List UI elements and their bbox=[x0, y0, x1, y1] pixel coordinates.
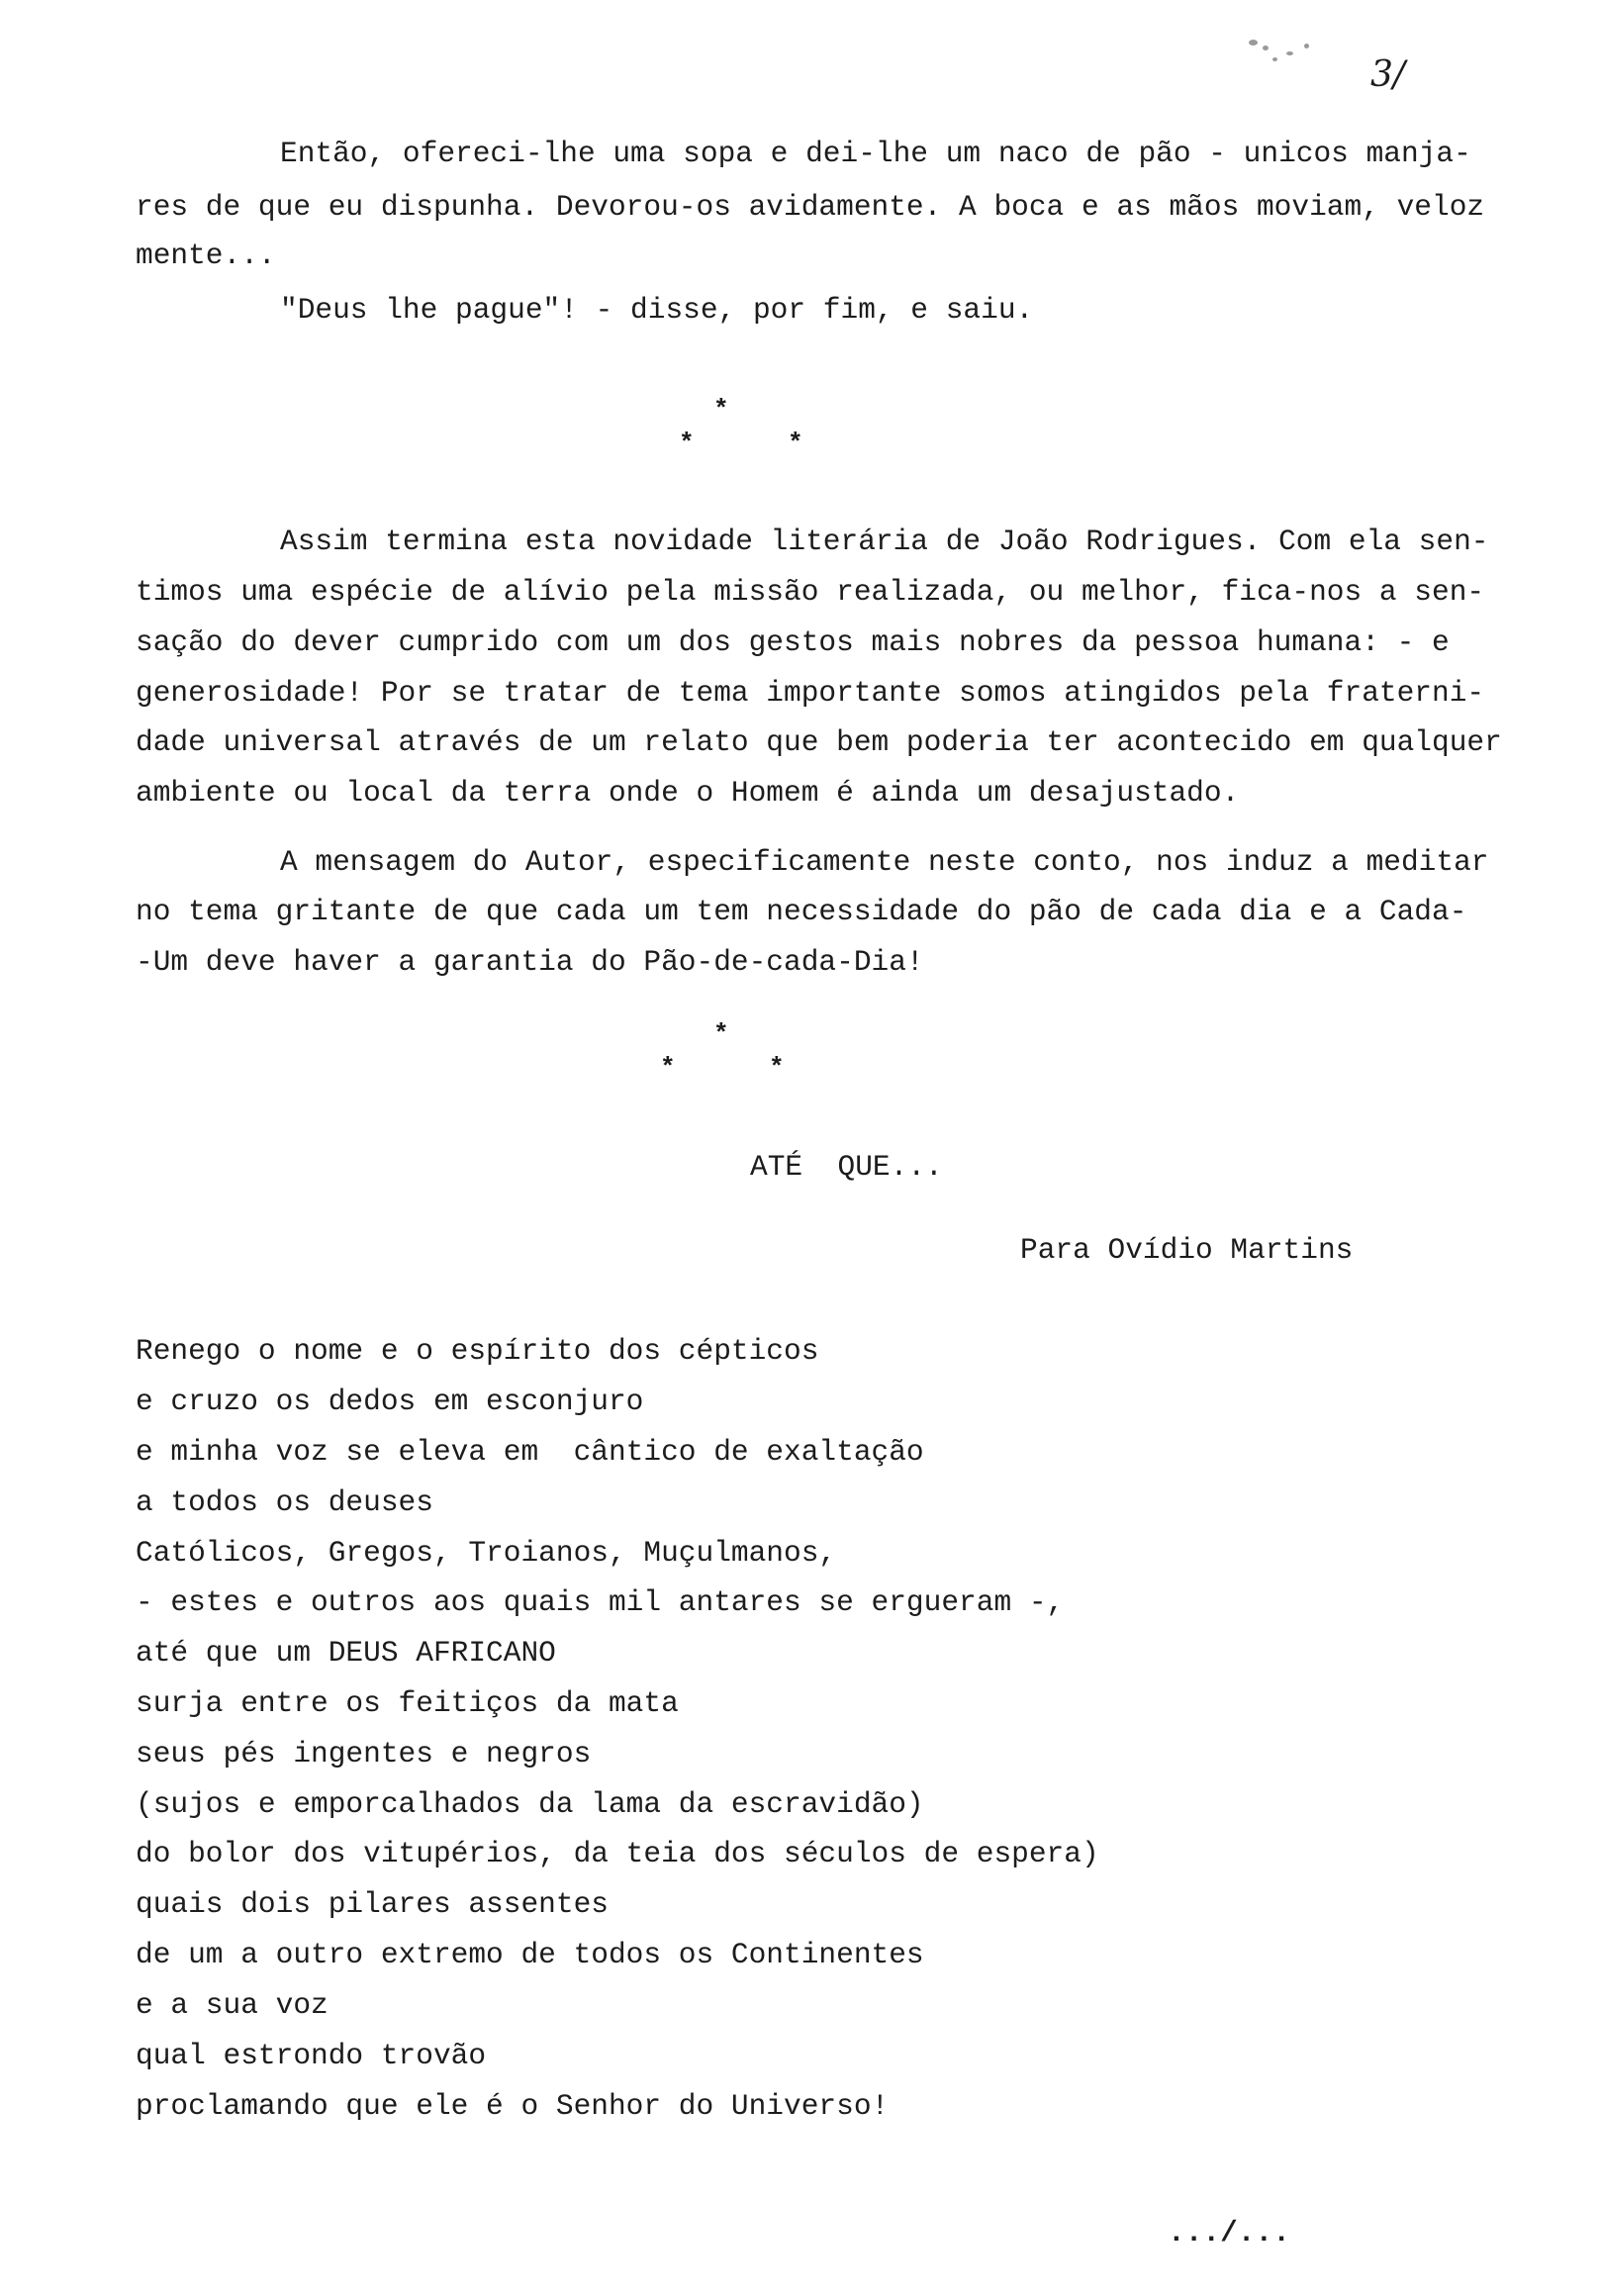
poem-line: Renego o nome e o espírito dos cépticos bbox=[136, 1334, 819, 1368]
text-line: sação do dever cumprido com um dos gestos mais nobres da pessoa humana: - e bbox=[136, 625, 1450, 659]
poem-dedication: Para Ovídio Martins bbox=[1020, 1233, 1354, 1267]
continuation-mark: .../... bbox=[1168, 2216, 1290, 2249]
text-line: no tema gritante de que cada um tem necessidade do pão de cada dia e a Cada- bbox=[136, 895, 1467, 928]
poem-line: e minha voz se eleva em cântico de exaltação bbox=[136, 1435, 924, 1469]
text-line: generosidade! Por se tratar de tema importante somos atingidos pela fraterni- bbox=[136, 676, 1485, 710]
poem-title: ATÉ QUE... bbox=[750, 1150, 943, 1184]
text-line: Assim termina esta novidade literária de João Rodrigues. Com ela sen- bbox=[280, 525, 1489, 558]
page-number: 3/ bbox=[1370, 54, 1406, 95]
text-line: ambiente ou local da terra onde o Homem é ainda um desajustado. bbox=[136, 776, 1240, 810]
poem-line: e a sua voz bbox=[136, 1988, 329, 2022]
separator-asterisk: * bbox=[713, 1019, 729, 1049]
text-line: res de que eu dispunha. Devorou-os avidamente. A boca e as mãos moviam, veloz bbox=[136, 190, 1485, 224]
poem-line: e cruzo os dedos em esconjuro bbox=[136, 1385, 644, 1418]
poem-line: de um a outro extremo de todos os Continentes bbox=[136, 1938, 924, 1971]
separator-asterisk: * bbox=[660, 1053, 676, 1083]
text-line: timos uma espécie de alívio pela missão realizada, ou melhor, fica-nos a sen- bbox=[136, 575, 1485, 609]
paper-speck-top-right bbox=[1263, 46, 1269, 50]
poem-line: surja entre os feitiços da mata bbox=[136, 1686, 679, 1720]
poem-line: - estes e outros aos quais mil antares se ergueram -, bbox=[136, 1585, 1065, 1619]
text-line: mente... bbox=[136, 239, 276, 272]
text-line: dade universal através de um relato que bem poderia ter acontecido em qualquer bbox=[136, 725, 1502, 759]
paper-speck-top-right bbox=[1286, 51, 1293, 55]
poem-line: a todos os deuses bbox=[136, 1485, 433, 1519]
text-line: A mensagem do Autor, especificamente neste conto, nos induz a meditar bbox=[280, 845, 1489, 879]
poem-line: quais dois pilares assentes bbox=[136, 1887, 609, 1921]
separator-asterisk: * bbox=[769, 1053, 785, 1083]
paper-speck-top-right bbox=[1304, 44, 1309, 48]
poem-line: qual estrondo trovão bbox=[136, 2039, 487, 2072]
text-line: -Um deve haver a garantia do Pão-de-cada-Dia! bbox=[136, 945, 924, 979]
story-closing-line: "Deus lhe pague"! - disse, por fim, e saiu. bbox=[280, 293, 1034, 327]
poem-line: do bolor dos vitupérios, da teia dos séculos de espera) bbox=[136, 1837, 1099, 1870]
paper-speck-top-right bbox=[1272, 57, 1277, 61]
separator-asterisk: * bbox=[788, 429, 803, 458]
separator-asterisk: * bbox=[679, 429, 695, 458]
poem-line: proclamando que ele é o Senhor do Universo! bbox=[136, 2089, 890, 2123]
separator-asterisk: * bbox=[713, 395, 729, 425]
poem-line: seus pés ingentes e negros bbox=[136, 1737, 592, 1770]
poem-line: até que um DEUS AFRICANO bbox=[136, 1636, 556, 1670]
poem-line: Católicos, Gregos, Troianos, Muçulmanos, bbox=[136, 1536, 837, 1570]
paper-speck-top-right bbox=[1249, 40, 1258, 46]
text-line: Então, ofereci-lhe uma sopa e dei-lhe um naco de pão - unicos manja- bbox=[280, 137, 1471, 170]
poem-line: (sujos e emporcalhados da lama da escravidão) bbox=[136, 1787, 924, 1821]
